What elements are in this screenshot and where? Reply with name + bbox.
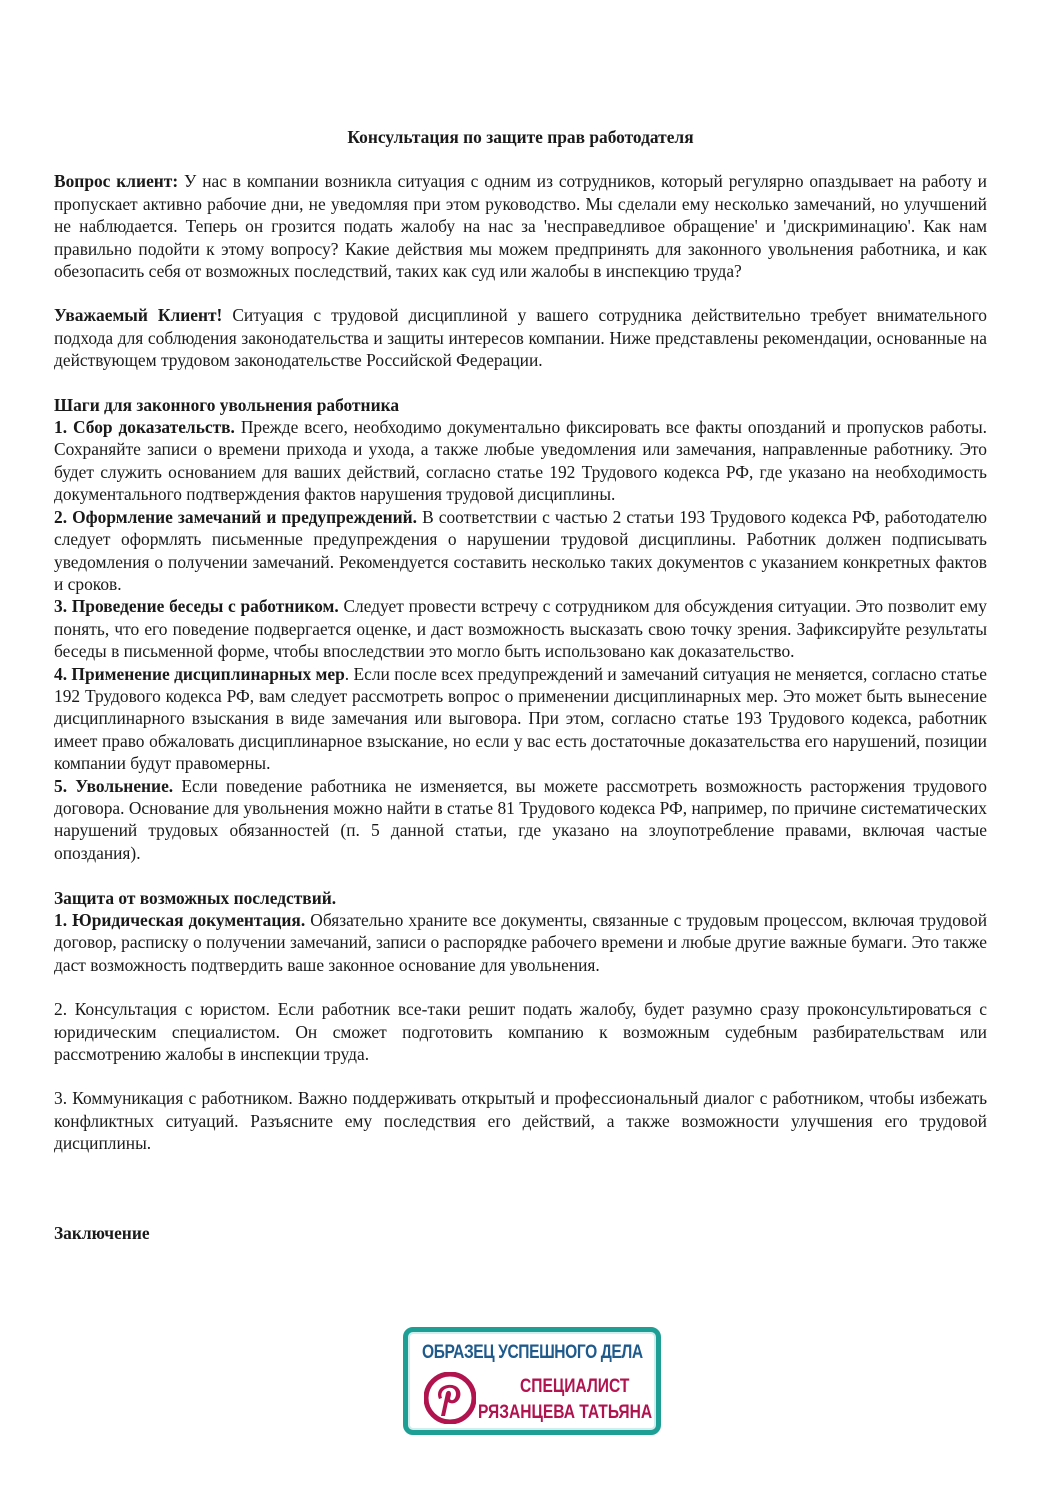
step-label: 3. Проведение беседы с работником. [54, 596, 339, 617]
protection-item: 3. Коммуникация с работником. Важно поддерживать открытый и профессиональный диалог с работником, чтобы избежать конфликтных ситуаций. Разъясните ему последствия его действий, а также возможности улучшения его трудовой дисциплины. [54, 1088, 987, 1154]
step-item [54, 416, 987, 506]
question-text: У нас в компании возникла ситуация с одним из сотрудников, который регулярно опаздывает на работу и пропускает активно рабочие дни, не уведомляя при этом руководство. Мы сделали ему несколько замечаний, но улучшений не наблюдается. Теперь он грозится подать жалобу на нас за 'несправедливое обращение' и 'дискриминацию'. Как нам правильно подойти к этому вопросу? Какие действия мы можем предпринять для законного увольнения работника, и как обезопасить себя от возможных последствий, таких как суд или жалобы в инспекцию труда? [54, 171, 987, 282]
step-item [54, 506, 987, 596]
protection-heading: Защита от возможных последствий. [54, 887, 337, 908]
step-label: 2. Оформление замечаний и предупреждений. [54, 506, 418, 527]
protection-item [54, 909, 987, 976]
step-label: 1. Сбор доказательств. [54, 417, 235, 438]
specialist-stamp [403, 1327, 661, 1435]
client-question [54, 170, 987, 282]
pinterest-icon [424, 1372, 476, 1424]
steps-heading: Шаги для законного увольнения работника [54, 394, 400, 415]
document-page [54, 126, 987, 1244]
step-label: 5. Увольнение. [54, 775, 174, 796]
step-text: Если поведение работника не изменяется, вы можете рассмотреть возможность расторжения трудового договора. Основание для увольнения можно найти в статье 81 Трудового кодекса РФ, например, по причине систематических нарушений трудовых обязанностей (п. 5 данной статьи, где указано на злоупотребление правами, включая частые опоздания). [54, 775, 988, 863]
consultant-answer [54, 304, 987, 371]
step-text: . Если после всех предупреждений и замечаний ситуация не меняется, согласно статье 192 Трудового кодекса РФ, вам следует рассмотреть вопрос о применении дисциплинарных мер. Это может быть вынесение дисциплинарного взыскания в виде замечания или выговора. При этом, согласно статье 193 Трудового кодекса, работник имеет право обжаловать дисциплинарное взыскание, но если у вас есть достаточные доказательства его нарушений, позиции компании будут правомерны. [54, 663, 988, 774]
protection-item-label: 1. Юридическая документация. [54, 909, 306, 930]
step-item [54, 595, 987, 662]
answer-text: Ситуация с трудовой дисциплиной у вашего сотрудника действительно требует внимательного подхода для соблюдения законодательства и защиты интересов компании. Ниже представлены рекомендации, основанные на действующем трудовом законодательстве Российской Федерации. [54, 305, 988, 371]
stamp-specialist-name: РЯЗАНЦЕВА ТАТЬЯНА [478, 1402, 653, 1423]
step-label: 4. Применение дисциплинарных мер [54, 663, 345, 684]
step-text: Следует провести встречу с сотрудником для обсуждения ситуации. Это позволит ему понять, что его поведение подвергается оценке, и даст возможность высказать свою точку зрения. Зафиксируйте результаты беседы в письменной форме, чтобы впоследствии это могло быть использовано как доказательство. [54, 596, 987, 662]
steps-section [54, 394, 987, 865]
question-label: Вопрос клиент: [54, 171, 179, 192]
conclusion-heading: Заключение [54, 1222, 150, 1243]
document-title: Консультация по защите прав работодателя [347, 127, 694, 147]
step-text: В соответствии с частью 2 статьи 193 Трудового кодекса РФ, работодателю следует оформлять письменные предупреждения о нарушении трудовой дисциплины. Работник должен подписывать уведомления о получении замечаний. Рекомендуется составить несколько таких документов с указанием конкретных фактов и сроков. [54, 506, 987, 594]
spacer [54, 864, 987, 886]
protection-section [54, 887, 987, 1155]
answer-label: Уважаемый Клиент! [54, 305, 223, 326]
spacer [54, 1155, 987, 1222]
protection-item-text: Обязательно храните все документы, связанные с трудовым процессом, включая трудовой договор, расписку о получении замечаний, записи о распорядке рабочего времени и любые другие важные бумаги. Это также даст возможность подтвердить ваше законное основание для увольнения. [54, 909, 988, 975]
stamp-role: СПЕЦИАЛИСТ [520, 1376, 630, 1397]
step-item [54, 775, 987, 865]
stamp-title: ОБРАЗЕЦ УСПЕШНОГО ДЕЛА [422, 1342, 643, 1363]
protection-item: 2. Консультация с юристом. Если работник все-таки решит подать жалобу, будет разумно сразу проконсультироваться с юридическим специалистом. Он сможет подготовить компанию к возможным судебным разбирательствам или рассмотрению жалобы в инспекции труда. [54, 999, 987, 1065]
step-text: Прежде всего, необходимо документально фиксировать все факты опозданий и пропусков работы. Сохраняйте записи о времени прихода и ухода, а также любые уведомления или замечания, направленные работнику. Это будет служить основанием для ваших действий, согласно статье 192 Трудового кодекса РФ, где указано на необходимость документального подтверждения фактов нарушения трудовой дисциплины. [54, 417, 987, 505]
step-item [54, 663, 987, 775]
